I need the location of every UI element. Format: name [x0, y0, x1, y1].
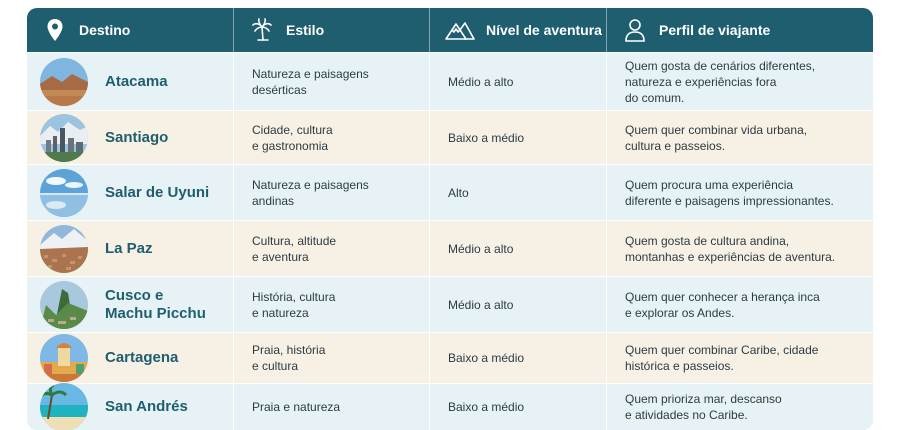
- estilo-cell: Natureza e paisagens andinas: [234, 165, 430, 220]
- destination-name: Santiago: [105, 128, 169, 146]
- estilo-cell: Cidade, cultura e gastronomia: [234, 111, 430, 164]
- perfil-cell: Quem gosta de cenários diferentes, natureza e experiências fora do comum.: [625, 58, 816, 105]
- destino-cell: [27, 333, 234, 383]
- destination-photo: [40, 169, 88, 217]
- destination-name: Salar de Uyuni: [105, 183, 210, 201]
- destino-cell: [27, 277, 234, 332]
- destination-name: Atacama: [105, 72, 168, 90]
- destino-cell: [27, 53, 234, 110]
- destination-photo: [40, 114, 88, 162]
- aventura-cell: Médio a alto: [430, 53, 607, 110]
- header-aventura: [430, 8, 607, 52]
- estilo-cell: Praia e natureza: [234, 384, 430, 430]
- table-row: [27, 164, 873, 220]
- perfil-cell: Quem prioriza mar, descanso e atividades no Caribe.: [625, 392, 782, 422]
- map-pin-icon: [41, 16, 69, 44]
- estilo-cell: História, cultura e natureza: [234, 277, 430, 332]
- destino-cell: [27, 221, 234, 276]
- destination-name: San Andrés: [105, 398, 188, 415]
- header-perfil: [607, 8, 873, 52]
- estilo-cell: Natureza e paisagens desérticas: [234, 53, 430, 110]
- destino-cell: [27, 384, 234, 430]
- mountains-icon: [444, 16, 476, 44]
- header-destino-label: Destino: [79, 22, 131, 38]
- aventura-cell: Médio a alto: [430, 221, 607, 276]
- destination-photo: [40, 58, 88, 106]
- header-aventura-label: Nível de aventura: [486, 22, 602, 38]
- person-icon: [621, 16, 649, 44]
- perfil-cell: Quem quer conhecer a herança inca e explorar os Andes.: [625, 289, 820, 320]
- destination-name: Cartagena: [105, 349, 179, 366]
- header-estilo: [234, 8, 430, 52]
- destino-cell: [27, 111, 234, 164]
- aventura-cell: Baixo a médio: [430, 384, 607, 430]
- destination-name: La Paz: [105, 239, 153, 257]
- table-row: [27, 110, 873, 164]
- estilo-cell: Cultura, altitude e aventura: [234, 221, 430, 276]
- table-row: [27, 52, 873, 110]
- aventura-cell: Baixo a médio: [430, 111, 607, 164]
- perfil-cell: Quem quer combinar vida urbana, cultura e passeios.: [625, 122, 808, 153]
- aventura-cell: Alto: [430, 165, 607, 220]
- table-row: [27, 332, 873, 383]
- table-row: [27, 383, 873, 430]
- table-row: [27, 220, 873, 276]
- destination-name: Cusco e Machu Picchu: [105, 286, 206, 322]
- destination-photo: [40, 383, 88, 430]
- destination-photo: [40, 225, 88, 273]
- header-estilo-label: Estilo: [286, 22, 325, 38]
- header-perfil-label: Perfil de viajante: [659, 22, 771, 38]
- destinations-table: [27, 8, 873, 430]
- perfil-cell: Quem gosta de cultura andina, montanhas e experiências de aventura.: [625, 233, 836, 264]
- destination-photo: [40, 334, 88, 382]
- aventura-cell: Médio a alto: [430, 277, 607, 332]
- table-header: [27, 8, 873, 52]
- perfil-cell: Quem procura uma experiência diferente e paisagens impressionantes.: [625, 177, 834, 208]
- aventura-cell: Baixo a médio: [430, 333, 607, 383]
- estilo-cell: Praia, história e cultura: [234, 333, 430, 383]
- perfil-cell: Quem quer combinar Caribe, cidade histórica e passeios.: [625, 343, 819, 373]
- palm-tree-icon: [248, 16, 276, 44]
- table-row: [27, 276, 873, 332]
- header-destino: [27, 8, 234, 52]
- destino-cell: [27, 165, 234, 220]
- destination-photo: [40, 281, 88, 329]
